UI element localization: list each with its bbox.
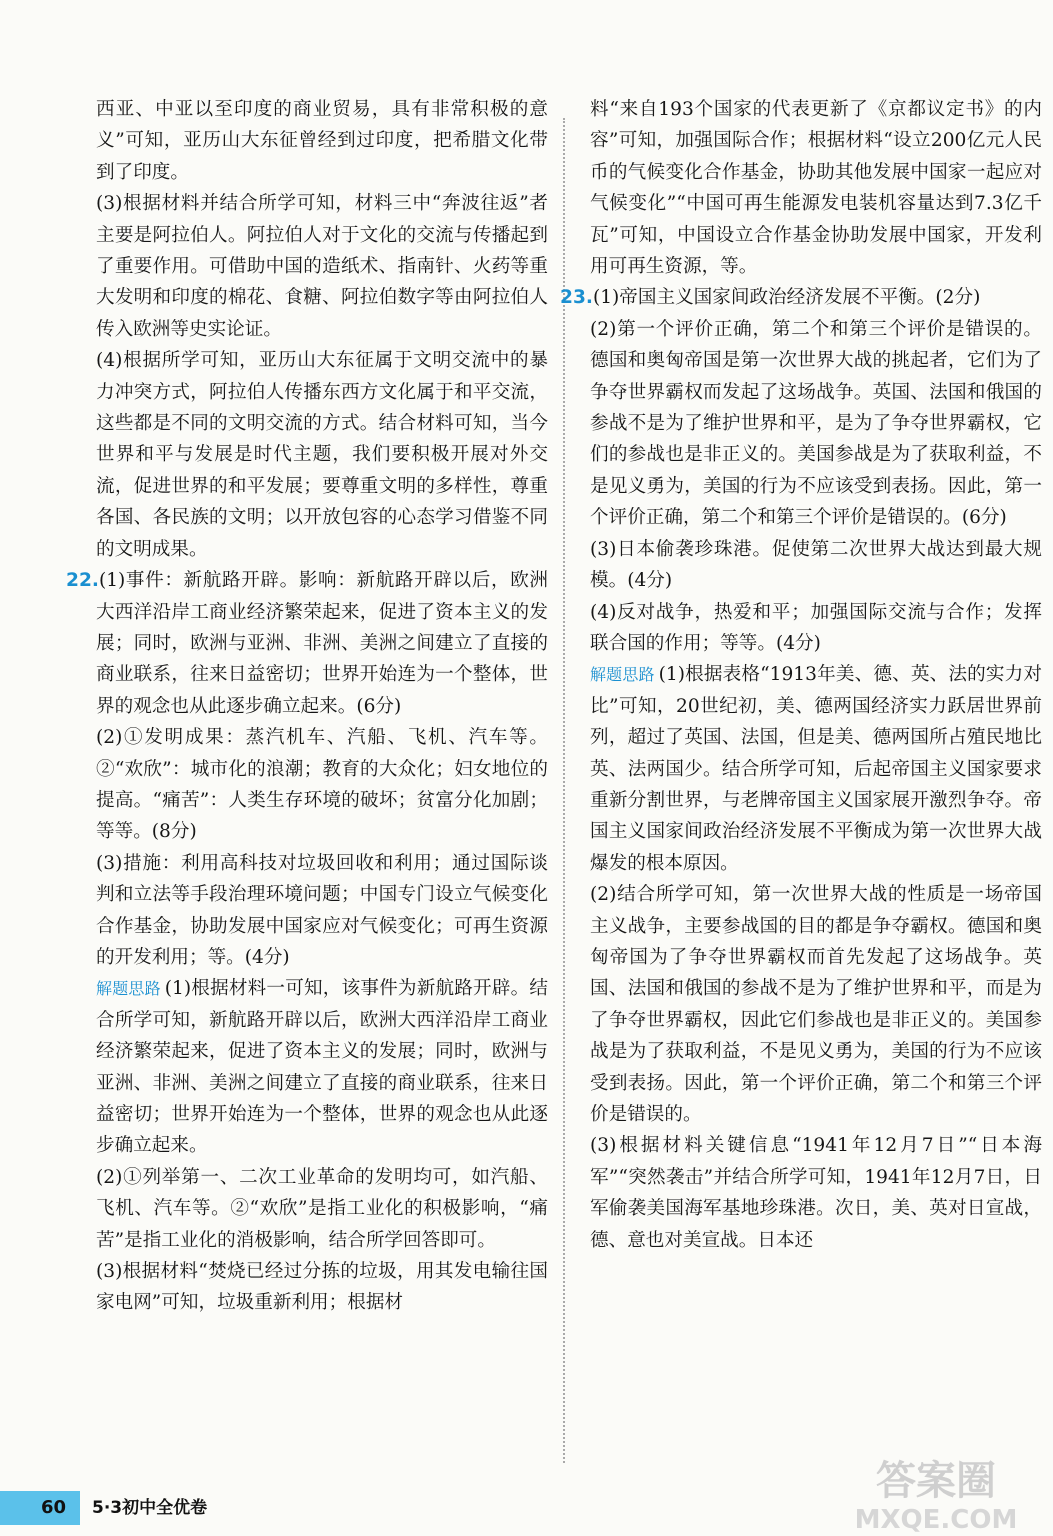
paragraph: (3)根据材料“焚烧已经过分拣的垃圾，用其发电输往国家电网”可知，垃圾重新利用；根据材	[96, 1261, 548, 1314]
answer-text: (1)事件：新航路开辟。影响：新航路开辟以后，欧洲大西洋沿岸工商业经济繁荣起来，促进了资本主义的发展；同时，欧洲与亚洲、非洲、美洲之间建立了直接的商业联系，往来日益密切；世界开始连为一个整体，世界的观念也从此逐步确立起来。(6分)	[96, 570, 548, 717]
question-22-part1	[66, 565, 548, 722]
paragraph: 料“来自193个国家的代表更新了《京都议定书》的内容”可知，加强国际合作；根据材料“设立200亿元人民币的气候变化合作基金，协助其他发展中国家一起应对气候变化”“中国可再生能源发电装机容量达到7.3亿千瓦”可知，中国设立合作基金协助发展中国家，开发利用可再生资源，等。	[590, 99, 1042, 278]
paragraph: (4)根据所学可知，亚历山大东征属于文明交流中的暴力冲突方式，阿拉伯人传播东西方文化属于和平交流，这些都是不同的文明交流的方式。结合材料可知，当今世界和平与发展是时代主题，我们要积极开展对外交流，促进世界的和平发展；要尊重文明的多样性，尊重各国、各民族的文明；以开放包容的心态学习借鉴不同的文明成果。	[96, 350, 548, 560]
paragraph: (2)第一个评价正确，第二个和第三个评价是错误的。德国和奥匈帝国是第一次世界大战的挑起者，它们为了争夺世界霸权而发起了这场战争。英国、法国和俄国的参战不是为了维护世界和平，是为了争夺世界霸权，它们的参战也是非正义的。美国参战是为了获取利益，不是见义勇为，美国的行为不应该受到表扬。因此，第一个评价正确，第二个和第三个评价是错误的。(6分)	[590, 318, 1042, 529]
paragraph: (4)反对战争，热爱和平；加强国际交流与合作；发挥联合国的作用；等等。(4分)	[590, 601, 1042, 654]
answer-text: (1)帝国主义国家间政治经济发展不平衡。(2分)	[592, 287, 981, 309]
column-divider	[563, 118, 565, 1463]
watermark-en: MXQE.COM	[854, 1505, 1018, 1534]
analysis-tag: 解题思路	[96, 979, 161, 999]
paragraph: (2)结合所学可知，第一次世界大战的性质是一场帝国主义战争，主要参战国的目的都是争夺霸权。德国和奥匈帝国为了争夺世界霸权而首先发起了这场战争。英国、法国和俄国的参战不是为了维护世界和平，而是为了争夺世界霸权，因此它们参战也是非正义的。美国参战是为了获取利益，不是见义勇为，美国的行为不应该受到表扬。因此，第一个评价正确，第二个和第三个评价是错误的。	[590, 884, 1042, 1125]
paragraph: (3)根据材料关键信息“1941年12月7日”“日本海军”“突然袭击”并结合所学可知，1941年12月7日，日军偷袭美国海军基地珍珠港。次日，美、英对日宣战，德、意也对美宣战。日本还	[590, 1135, 1042, 1251]
watermark-logo	[826, 1448, 1046, 1534]
question-23-part1	[560, 282, 1042, 313]
question-number-22: 22.	[66, 570, 99, 592]
analysis-paragraph	[96, 973, 548, 1161]
watermark-cn: 答案圈	[876, 1458, 996, 1504]
paragraph: (3)日本偷袭珍珠港。促使第二次世界大战达到最大规模。(4分)	[590, 538, 1042, 592]
left-column	[66, 94, 548, 1319]
footer-title: 5·3初中全优卷	[92, 1498, 208, 1518]
paragraph: (3)根据材料并结合所学可知，材料三中“奔波往返”者主要是阿拉伯人。阿拉伯人对于文化的交流与传播起到了重要作用。可借助中国的造纸术、指南针、火药等重大发明和印度的棉花、食糖、阿拉伯数字等由阿拉伯人传入欧洲等史实论证。	[96, 193, 548, 340]
paragraph: (2)①发明成果：蒸汽机车、汽船、飞机、汽车等。②“欢欣”：城市化的浪潮；教育的大众化；妇女地位的提高。“痛苦”：人类生存环境的破坏；贫富分化加剧；等等。(8分)	[96, 727, 548, 843]
paragraph: (3)措施：利用高科技对垃圾回收和利用；通过国际谈判和立法等手段治理环境问题；中国专门设立气候变化合作基金，协助发展中国家应对气候变化；可再生资源的开发利用；等。(4分)	[96, 852, 548, 968]
question-number-23: 23.	[560, 287, 593, 309]
paragraph: 西亚、中亚以至印度的商业贸易，具有非常积极的意义”可知，亚历山大东征曾经到过印度，把希腊文化带到了印度。	[96, 99, 548, 183]
analysis-text: (1)根据材料一可知，该事件为新航路开辟。结合所学可知，新航路开辟以后，欧洲大西洋沿岸工商业经济繁荣起来，促进了资本主义的发展；同时，欧洲与亚洲、非洲、美洲之间建立了直接的商业联系，往来日益密切；世界开始连为一个整体，世界的观念也从此逐步确立起来。	[96, 978, 548, 1157]
paragraph: (2)①列举第一、二次工业革命的发明均可，如汽船、飞机、汽车等。②“欢欣”是指工业化的积极影响，“痛苦”是指工业化的消极影响，结合所学回答即可。	[96, 1166, 548, 1251]
analysis-tag: 解题思路	[590, 665, 655, 685]
analysis-paragraph	[590, 659, 1042, 879]
page-number: 60	[0, 1491, 80, 1525]
right-column	[560, 94, 1042, 1256]
analysis-text: (1)根据表格“1913年美、德、英、法的实力对比”可知，20世纪初，美、德两国经济实力跃居世界前列，超过了英国、法国，但是美、德两国所占殖民地比英、法两国少。结合所学可知，后起帝国主义国家要求重新分割世界，与老牌帝国主义国家展开激烈争夺。帝国主义国家间政治经济发展不平衡成为第一次世界大战爆发的根本原因。	[590, 664, 1042, 874]
